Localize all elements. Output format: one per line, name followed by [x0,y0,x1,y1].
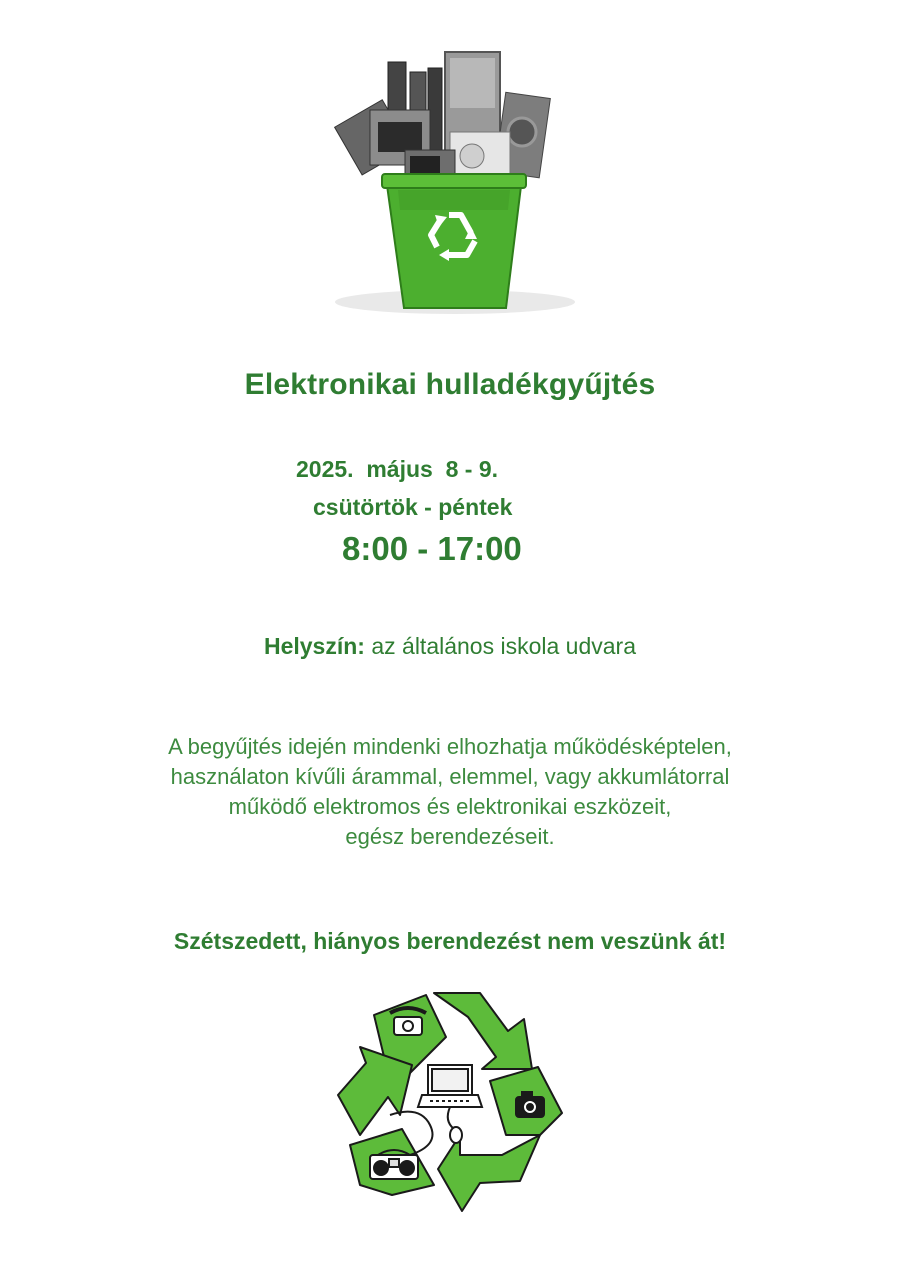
recycle-arrow-bottom [438,1135,540,1211]
location-value: az általános iskola udvara [371,633,637,659]
description-line: A begyűjtés idején mindenki elhozhatja működésképtelen, [168,734,732,759]
event-weekdays: csütörtök - péntek [313,494,513,520]
recycle-electronics-logo [330,985,570,1215]
page-title: Elektronikai hulladékgyűjtés [244,368,656,401]
event-days: május 8 - 9. [366,456,499,482]
laptop-icon [418,1065,482,1143]
event-year: 2025. [296,456,354,482]
description-line: egész berendezéseit. [345,824,555,849]
description-line: működő elektromos és elektronikai eszközeit, [228,794,672,819]
recycle-arrow-left [338,1047,412,1135]
appliances-icon [335,52,551,185]
boombox-icon [370,1150,418,1179]
warning-text: Szétszedett, hiányos berendezést nem veszünk át! [173,928,727,954]
event-date [296,456,498,483]
location-label: Helyszín: [263,633,365,659]
event-location [0,633,900,660]
event-hours: 8:00 - 17:00 [342,530,522,567]
recycle-bin-appliances-illustration [300,40,600,320]
description-line: használaton kívűli árammal, elemmel, vagy akkumlátorral [170,764,730,789]
recycle-arrow-top [434,993,532,1069]
description-paragraph [0,732,900,852]
